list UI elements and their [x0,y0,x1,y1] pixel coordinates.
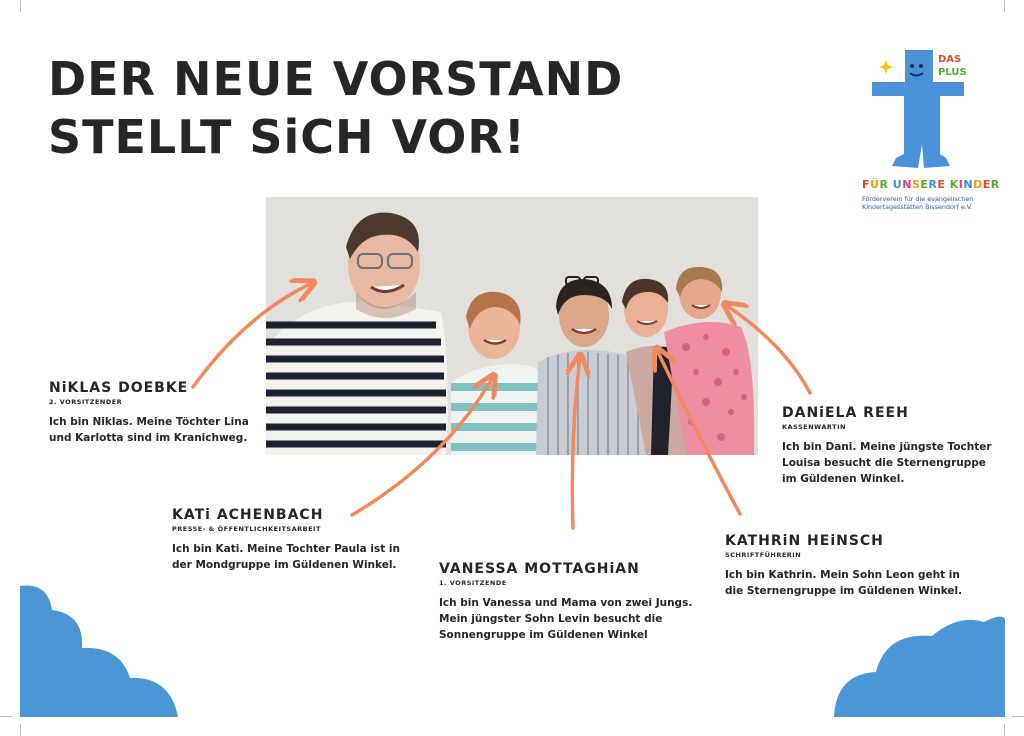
person-name: VANESSA MOTTAGHiAN [439,561,640,577]
logo-tagline-letter: E [982,178,991,191]
person-bio: Ich bin Vanessa und Mama von zwei Jungs. Mein jüngster Sohn Levin besucht die Sonnengruppe im Güldenen Winkel [439,597,693,641]
cloud-right-decoration [834,612,1005,717]
crop-mark [1004,724,1005,736]
person-role: 1. VORSITZENDE [439,579,507,587]
person-bio: Ich bin Kati. Meine Tochter Paula ist in der Mondgruppe im Güldenen Winkel. [172,543,400,571]
cloud-left-decoration [20,582,180,717]
person-card-kati [172,507,400,573]
person-role: SCHRIFTFÜHRERIN [725,551,802,559]
person-role: PRESSE- & ÖFFENTLICHKEITSARBEIT [172,525,321,533]
person-name: KATHRiN HEiNSCH [725,533,884,549]
person-card-niklas [49,380,249,446]
title-line-2: STELLT SiCH VOR! [48,110,526,164]
logo-tagline-letter: I [958,178,964,191]
crop-mark [1012,716,1024,717]
logo-tagline-letter: E [937,178,946,191]
logo-tagline-letter: N [963,178,974,191]
person-bio: Ich bin Niklas. Meine Töchter Lina und Karlotta sind im Kranichweg. [49,416,249,444]
person-name: KATi ACHENBACH [172,507,324,523]
logo-badge-das: DAS [938,54,962,65]
logo-tagline-letter: E [920,178,929,191]
person-bio: Ich bin Dani. Meine jüngste Tochter Louisa besucht die Sternengruppe im Güldenen Winkel. [782,441,992,485]
logo-tagline [862,178,1000,191]
person-role: 2. VORSITZENDER [49,398,123,406]
person-name: DANiELA REEH [782,405,909,421]
title-line-1: DER NEUE VORSTAND [48,52,624,106]
sparkle-icon [879,60,893,74]
person-name: NiKLAS DOEBKE [49,380,189,396]
person-card-kathrin [725,533,962,599]
logo-tagline-letter: S [911,178,921,191]
team-photo-illustration [266,197,758,455]
crop-mark [20,0,21,12]
logo-tagline-letter: U [892,178,903,191]
crop-mark [1004,0,1005,12]
person-card-daniela [782,405,992,487]
logo-tagline-letter: R [879,178,889,191]
das-plus-logo [858,44,988,219]
page-title [48,50,623,166]
person-role: KASSENWARTIN [782,423,846,431]
person-card-vanessa [439,561,692,643]
logo-tagline-letter: K [949,178,959,191]
logo-tagline-letter: N [902,178,912,191]
logo-badge-plus: PLUS [938,67,967,78]
logo-tagline-letter: F [862,178,871,191]
crop-mark [20,724,21,736]
logo-tagline-letter: R [928,178,938,191]
logo-subtitle: Förderverein für die evangelischen Kindertagesstätten Bissendorf e.V. [862,195,974,211]
person-bio: Ich bin Kathrin. Mein Sohn Leon geht in die Sternengruppe im Güldenen Winkel. [725,569,963,597]
logo-tagline-letter: Ü [870,178,880,191]
team-photo [266,197,758,455]
logo-tagline-letter: R [990,178,1000,191]
crop-mark [0,716,12,717]
logo-tagline-letter: D [973,178,983,191]
